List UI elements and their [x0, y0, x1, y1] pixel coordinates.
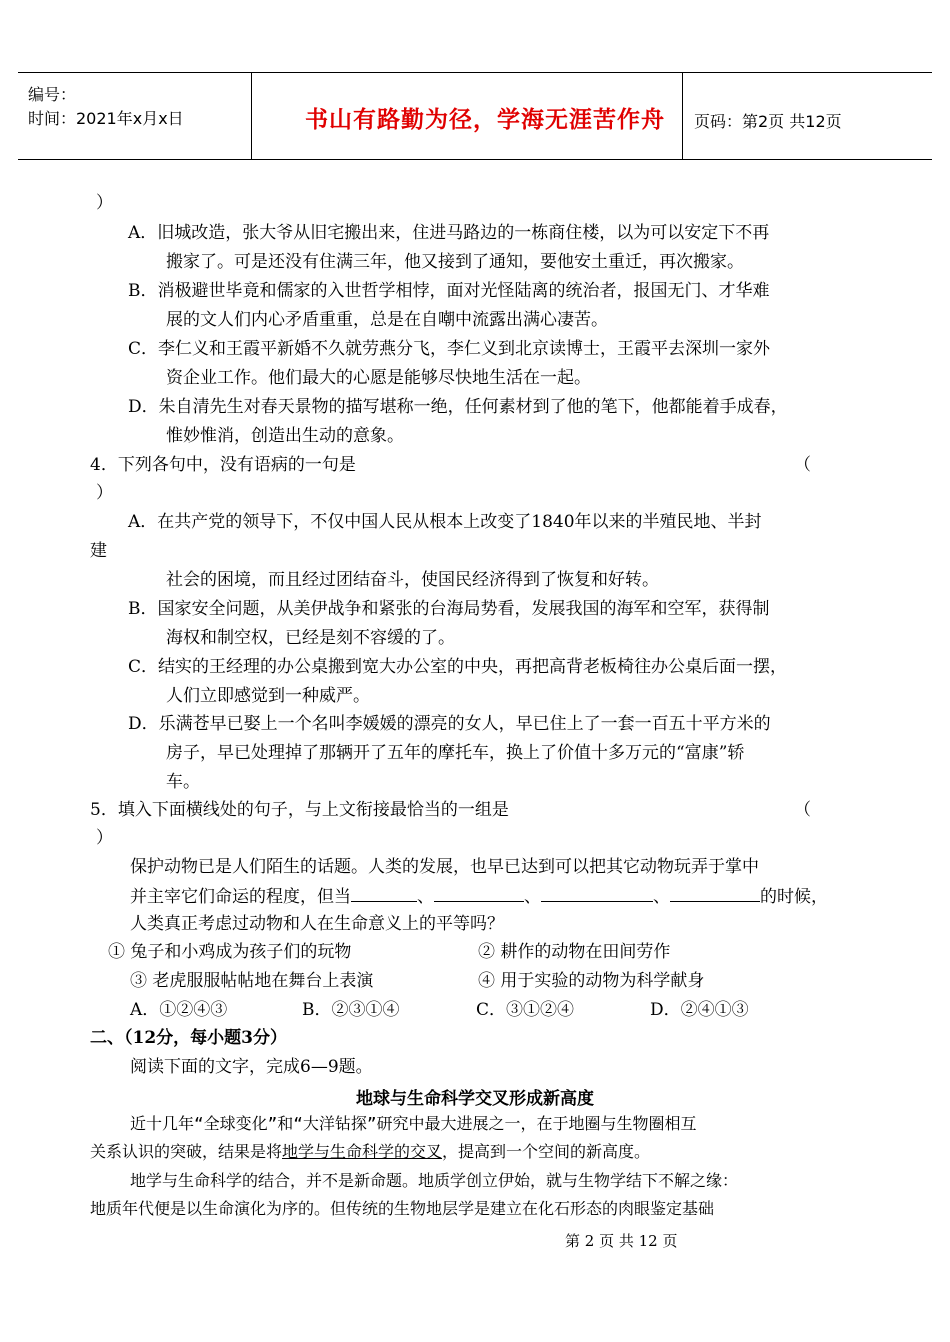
header-motto: 书山有路勤为径，学海无涯苦作舟 [305, 106, 665, 133]
q4-option-c: C．结实的王经理的办公桌搬到宽大办公室的中央，再把高背老板椅往办公桌后面一摆， [128, 657, 788, 677]
header-meta [28, 83, 184, 131]
q3-option-d: D．朱自清先生对春天景物的描写堪称一绝，任何素材到了他的笔下，他都能着手成春， [128, 397, 788, 417]
code-label: 编号： [28, 85, 77, 104]
q4-option-a-wrap: 建 [90, 541, 107, 561]
q5-choice-2: ② 耕作的动物在田间劳作 [478, 942, 671, 962]
q3-option-b: B．消极避世毕竟和儒家的入世哲学相悖，面对光怪陆离的统治者，报国无门、才华难 [128, 281, 770, 301]
q4-option-d: D．乐满苍早已娶上一个名叫李媛媛的漂亮的女人，早已住上了一套一百五十平方米的 [128, 714, 771, 734]
q5-close-paren: ） [96, 828, 113, 848]
q5-passage-text: 并主宰它们命运的程度，但当 [130, 887, 351, 907]
q4-stem: 4．下列各句中，没有语病的一句是 [90, 455, 356, 475]
article-title: 地球与生命科学交叉形成新高度 [356, 1089, 594, 1109]
q5-stem: 5．填入下面横线处的句子，与上文衔接最恰当的一组是 [90, 800, 509, 820]
q3-option-a: A．旧城改造，张大爷从旧宅搬出来，住进马路边的一栋商住楼，以为可以安定下不再 [128, 223, 770, 243]
q4-option-d-cont2: 车。 [166, 772, 200, 792]
time-label: 时间：2021年x月x日 [28, 109, 184, 128]
q4-option-b-cont: 海权和制空权，已经是刻不容缓的了。 [166, 628, 455, 648]
fill-blank [670, 885, 760, 902]
q3-option-d-cont: 惟妙惟消，创造出生动的意象。 [166, 426, 404, 446]
q5-open-paren: （ [794, 800, 811, 820]
separator: 、 [524, 887, 541, 907]
q5-passage-line1: 保护动物已是人们陌生的话题。人类的发展，也早已达到可以把其它动物玩弄于掌中 [130, 857, 759, 877]
q4-option-a-cont: 社会的困境，而且经过团结奋斗，使国民经济得到了恢复和好转。 [166, 570, 659, 590]
q4-option-b: B．国家安全问题，从美伊战争和紧张的台海局势看，发展我国的海军和空军，获得制 [128, 599, 770, 619]
q5-passage-line2 [130, 885, 828, 908]
q5-passage-line3: 人类真正考虑过动物和人在生命意义上的平等吗？ [130, 914, 504, 934]
q5-choice-3: ③ 老虎服服帖帖地在舞台上表演 [130, 971, 374, 991]
q3-option-b-cont: 展的文人们内心矛盾重重，总是在自嘲中流露出满心凄苦。 [166, 310, 608, 330]
q5-passage-text: 的时候， [760, 887, 828, 907]
fill-blank [434, 885, 524, 902]
article-para2-line1: 地学与生命科学的结合，并不是新命题。地质学创立伊始，就与生物学结下不解之缘： [130, 1171, 739, 1190]
q4-open-paren: （ [794, 455, 811, 475]
q3-option-c-cont: 资企业工作。他们最大的心愿是能够尽快地生活在一起。 [166, 368, 591, 388]
fill-blank [351, 885, 417, 902]
q3-option-a-cont: 搬家了。可是还没有住满三年，他又接到了通知，要他安土重迁，再次搬家。 [166, 252, 744, 272]
fill-blank [541, 885, 653, 902]
page-footer: 第 2 页 共 12 页 [565, 1232, 678, 1250]
q5-choice-1: ① 兔子和小鸡成为孩子们的玩物 [108, 942, 352, 962]
q5-answer-a: A．①②④③ [130, 1000, 228, 1020]
separator: 、 [417, 887, 434, 907]
q4-close-paren: ） [96, 483, 113, 503]
q5-answer-c: C．③①②④ [476, 1000, 575, 1020]
article-para1-line2 [90, 1141, 650, 1163]
separator: 、 [653, 887, 670, 907]
page-header [18, 72, 932, 160]
header-page-info: 页码：第2页 共12页 [694, 112, 842, 131]
article-para2-line2: 地质年代便是以生命演化为序的。但传统的生物地层学是建立在化石形态的肉眼鉴定基础 [90, 1199, 715, 1218]
section-heading: 二、（12分，每小题3分） [90, 1028, 287, 1048]
q5-choice-4: ④ 用于实验的动物为科学献身 [478, 971, 705, 991]
underlined-phrase: 地学与生命科学的交叉 [282, 1142, 443, 1161]
q4-option-d-cont: 房子，早已处理掉了那辆开了五年的摩托车，换上了价值十多万元的“富康”轿 [166, 743, 745, 763]
q5-answer-b: B．②③①④ [302, 1000, 400, 1020]
q4-option-a: A．在共产党的领导下，不仅中国人民从根本上改变了1840年以来的半殖民地、半封 [128, 512, 762, 532]
q3-close-paren: ） [96, 193, 113, 213]
q3-option-c: C．李仁义和王霞平新婚不久就劳燕分飞，李仁义到北京读博士，王霞平去深圳一家外 [128, 339, 771, 359]
q4-option-c-cont: 人们立即感觉到一种威严。 [166, 686, 370, 706]
header-divider [251, 73, 252, 159]
article-para1-line1: 近十几年“全球变化”和“大洋钻探”研究中最大进展之一，在于地圈与生物圈相互 [130, 1114, 697, 1133]
q5-answer-d: D．②④①③ [650, 1000, 749, 1020]
article-text: ，提高到一个空间的新高度。 [442, 1142, 651, 1161]
section-instruction: 阅读下面的文字，完成6—9题。 [130, 1057, 373, 1077]
article-text: 关系认识的突破，结果是将 [90, 1142, 283, 1161]
